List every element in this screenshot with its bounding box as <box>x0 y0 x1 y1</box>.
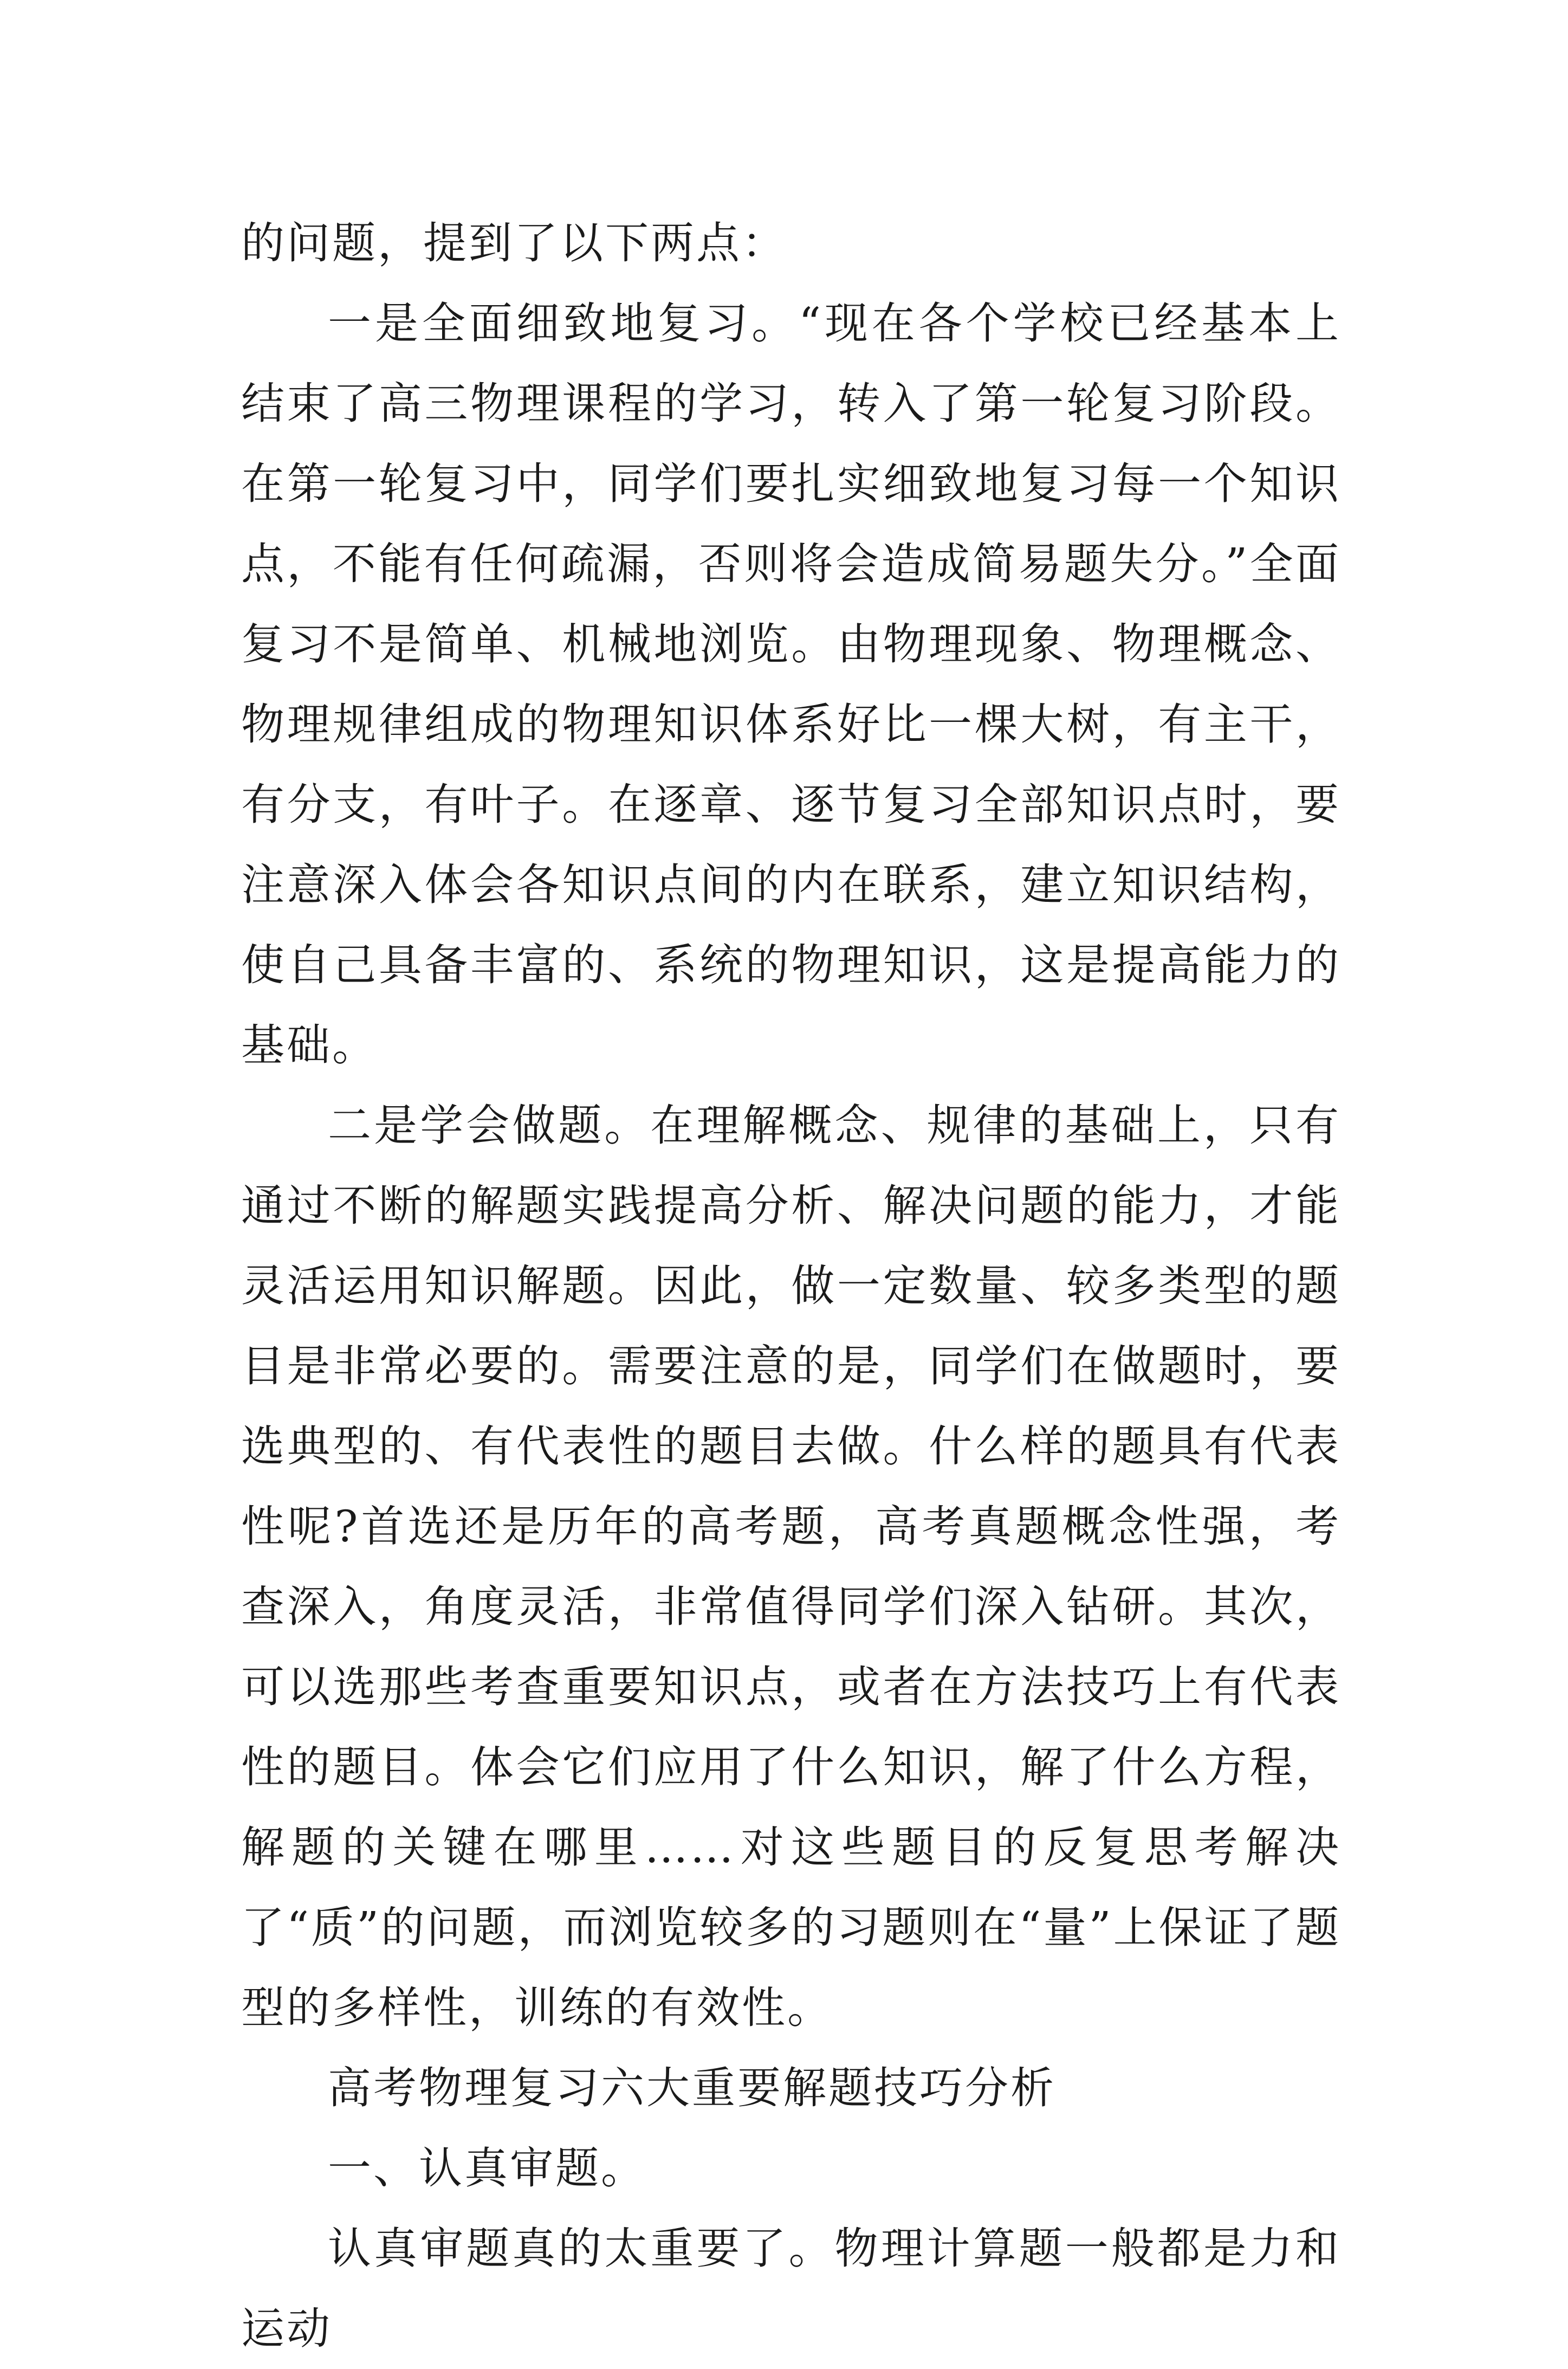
paragraph-continuation: 的问题，提到了以下两点： <box>241 218 787 268</box>
document-body <box>241 203 1341 2369</box>
paragraph-careful-reading: 认真审题真的太重要了。物理计算题一般都是力和运动 <box>241 2223 1341 2354</box>
paragraph-learn-problem-solving: 二是学会做题。在理解概念、规律的基础上，只有通过不断的解题实践提高分析、解决问题的能力，才能灵活运用知识解题。因此，做一定数量、较多类型的题目是非常必要的。需要注意的是，同学们在做题时，要选典型的、有代表性的题目去做。什么样的题具有代表性呢?首选还是历年的高考题，高考真题概念性强，考查深入，角度灵活，非常值得同学们深入钻研。其次，可以选那些考查重要知识点，或者在方法技巧上有代表性的题目。体会它们应用了什么知识，解了什么方程，解题的关键在哪里……对这些题目的反复思考解决了“质”的问题，而浏览较多的习题则在“量”上保证了题型的多样性，训练的有效性。 <box>241 1100 1341 2033</box>
subsection-heading: 一、认真审题。 <box>328 2143 646 2193</box>
paragraph-review-thoroughly: 一是全面细致地复习。“现在各个学校已经基本上结束了高三物理课程的学习，转入了第一轮复习阶段。在第一轮复习中，同学们要扎实细致地复习每一个知识点，不能有任何疏漏，否则将会造成简易题失分。”全面复习不是简单、机械地浏览。由物理现象、物理概念、物理规律组成的物理知识体系好比一棵大树，有主干，有分支，有叶子。在逐章、逐节复习全部知识点时，要注意深入体会各知识点间的内在联系，建立知识结构，使自己具备丰富的、系统的物理知识，这是提高能力的基础。 <box>241 298 1341 1070</box>
section-heading: 高考物理复习六大重要解题技巧分析 <box>328 2063 1056 2113</box>
